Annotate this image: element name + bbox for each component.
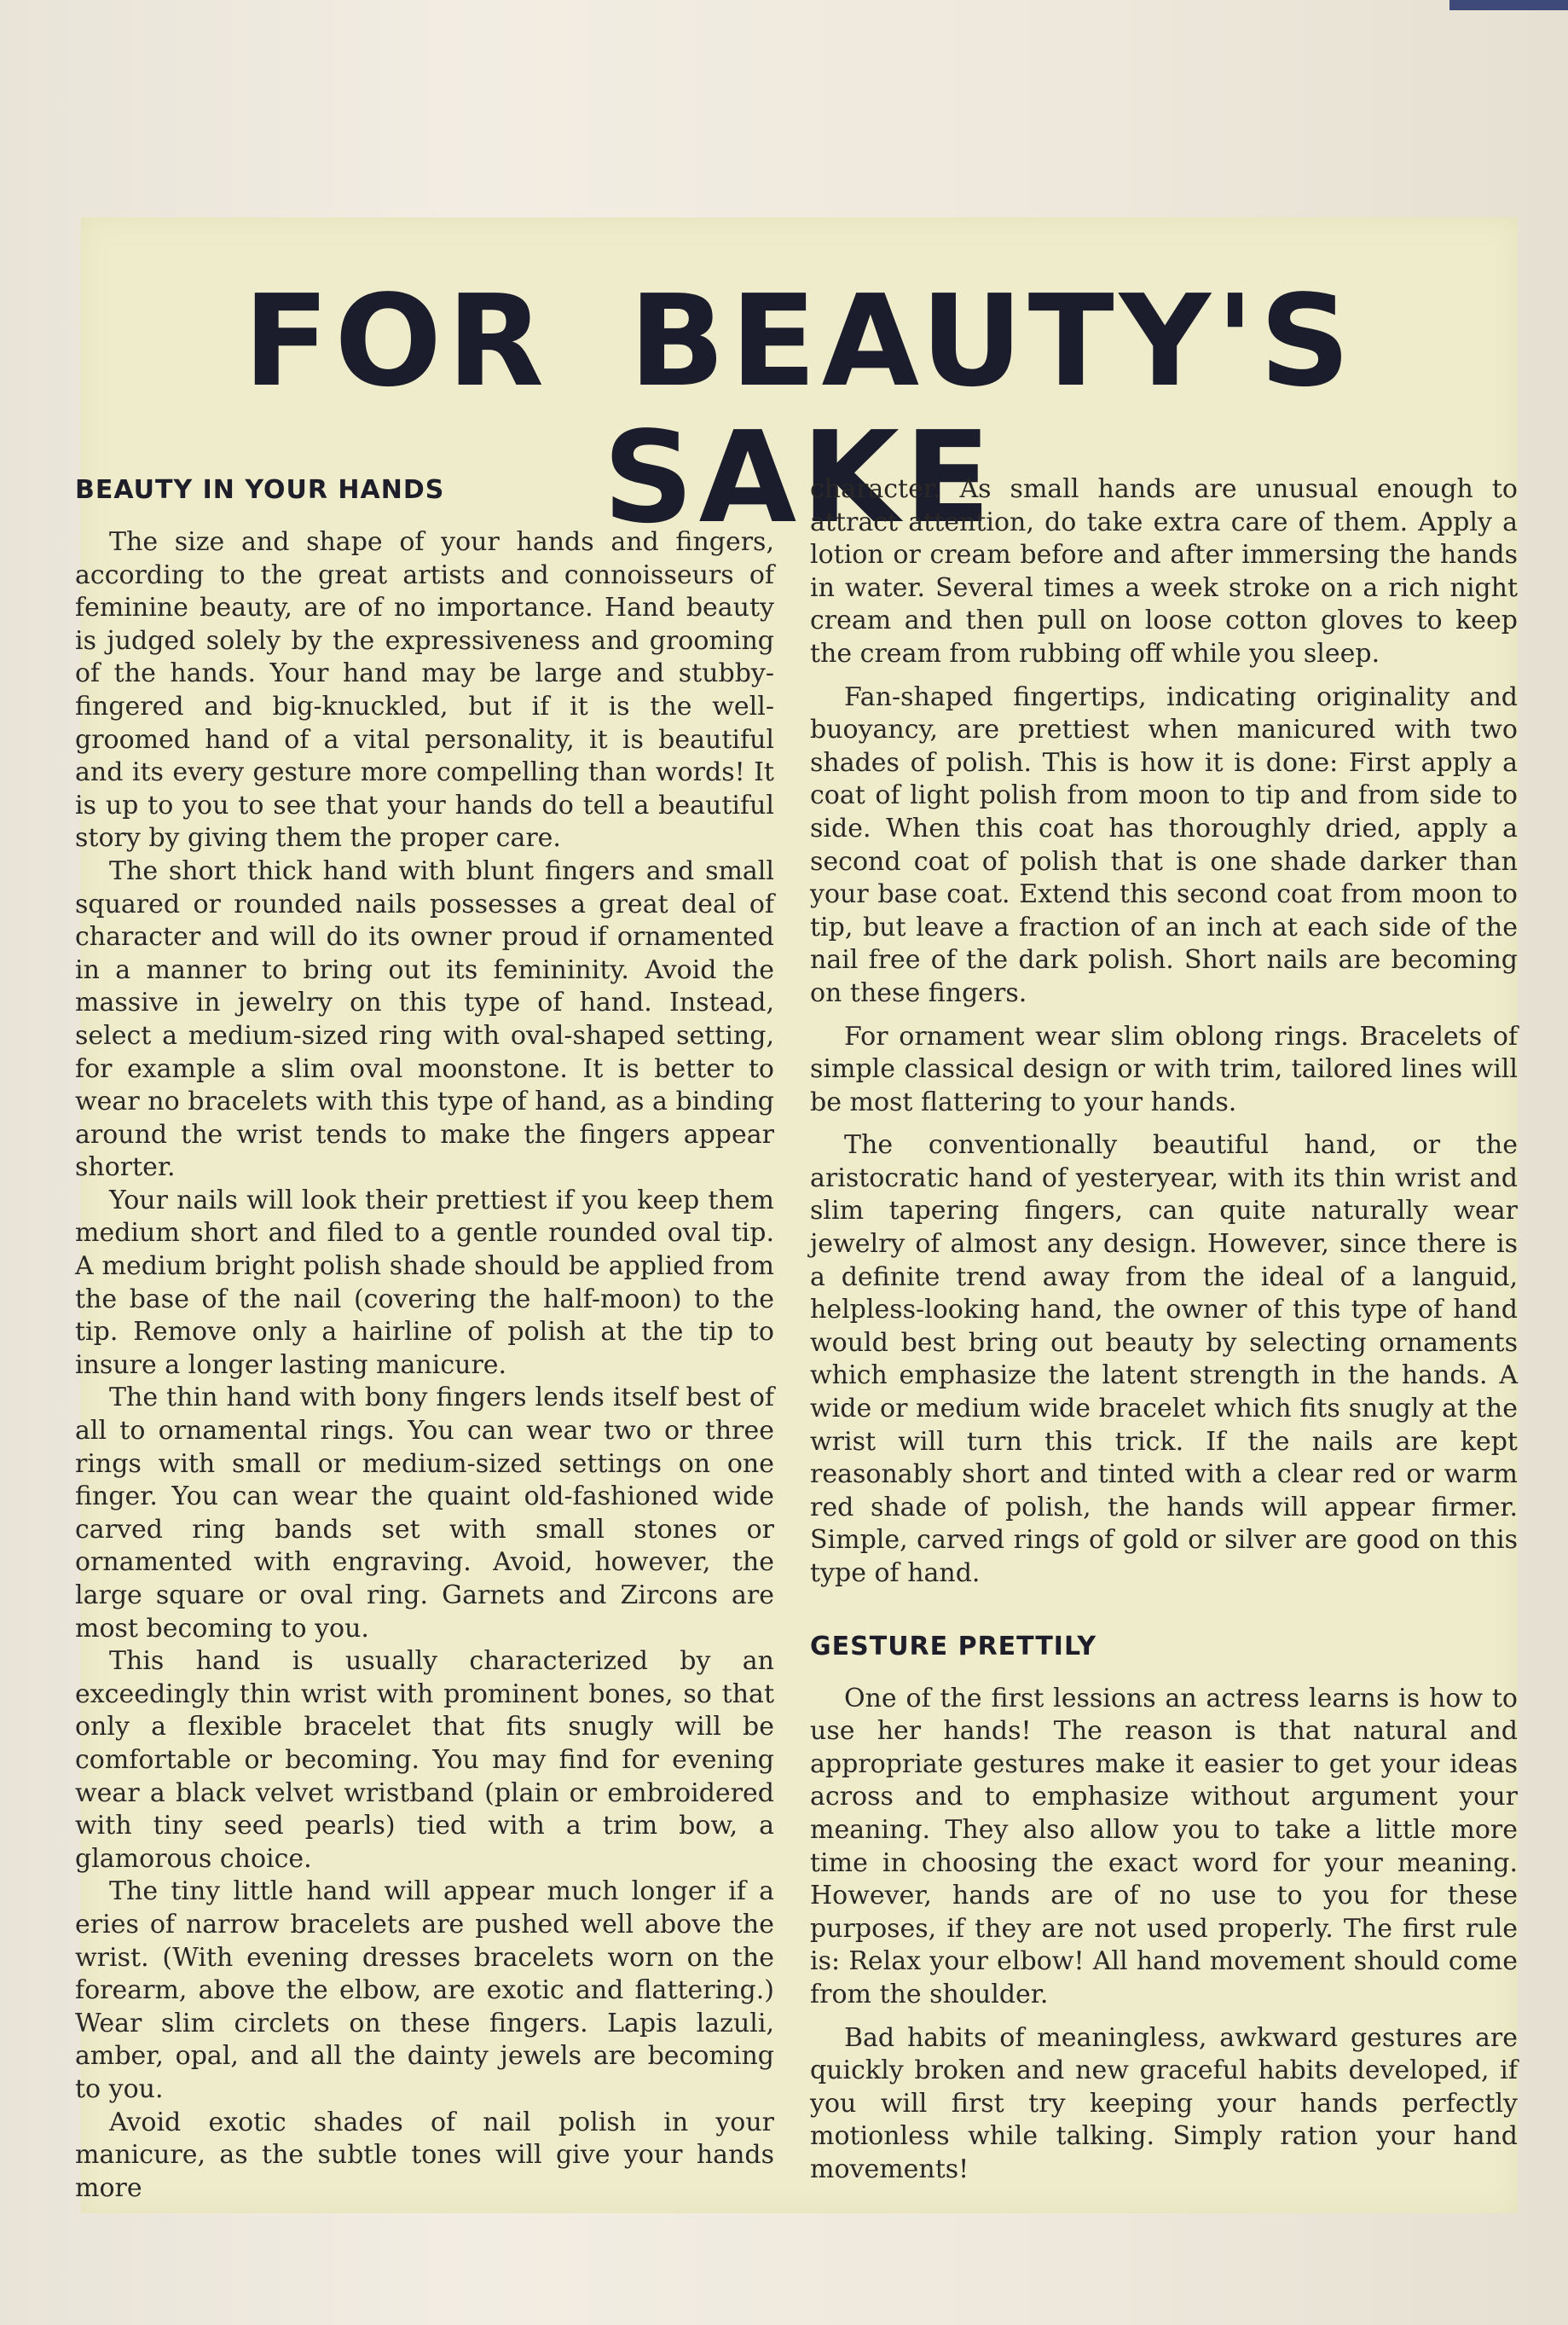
paragraph: The tiny little hand will appear much longer if a eries of narrow bracelets are pushed well above the wrist. (With evening dresses bracelets worn on the forearm, above the elbow, are exotic and flattering.) Wear slim circlets on these fingers. Lapis lazuli, amber, opal, and all the dainty jewels are becoming to you. [75, 1876, 774, 2104]
section-heading-gesture-prettily: GESTURE PRETTILY [810, 1631, 1097, 1661]
section-heading-beauty-in-your-hands: BEAUTY IN YOUR HANDS [75, 475, 445, 505]
paragraph: One of the first lessions an actress learns is how to use her hands! The reason is that natural and appropriate gestures make it easier to get your ideas across and to emphasize without argument your meaning. They also allow you to take a little more time in choosing the exact word for your meaning. However, hands are of no use to you for these purposes, if they are not used properly. The first rule is: Relax your elbow! All hand movement should come from the shoulder. [810, 1683, 1518, 2009]
right-column [810, 473, 1518, 2187]
paragraph: Your nails will look their prettiest if you keep them medium short and filed to a gentle rounded oval tip. A medium bright polish shade should be applied from the base of the nail (covering the half-moon) to the tip. Remove only a hairline of polish at the tip to insure a longer lasting manicure. [75, 1185, 774, 1380]
page-edge [1449, 0, 1568, 10]
left-column [75, 473, 774, 2205]
article-title: FOR BEAUTY'S SAKE [243, 268, 1356, 551]
paragraph: The thin hand with bony fingers lends itself best of all to ornamental rings. You can wear two or three rings with small or medium-sized settings on one finger. You can wear the quaint old-fashioned wide carved ring bands set with small stones or ornamented with engraving. Avoid, however, the large square or oval ring. Garnets and Zircons are most becoming to you. [75, 1383, 774, 1644]
paragraph: This hand is usually characterized by an exceedingly thin wrist with prominent bones, so that only a flexible bracelet that fits snugly will be comfortable or becoming. You may find for evening wear a black velvet wristband (plain or embroidered with tiny seed pearls) tied with a trim bow, a glamorous choice. [75, 1646, 774, 1874]
paragraph: For ornament wear slim oblong rings. Bracelets of simple classical design or with trim, tailored lines will be most flattering to your hands. [810, 1021, 1518, 1117]
paragraph: The conventionally beautiful hand, or the aristocratic hand of yesteryear, with its thin wrist and slim tapering fingers, can quite naturally wear jewelry of almost any design. However, since there is a definite trend away from the ideal of a languid, helpless-looking hand, the owner of this type of hand would best bring out beauty by selecting ornaments which emphasize the latent strength in the hands. A wide or medium wide bracelet which fits snugly at the wrist will turn this trick. If the nails are kept reasonably short and tinted with a clear red or warm red shade of polish, the hands will appear firmer. Simple, carved rings of gold or silver are good on this type of hand. [810, 1130, 1518, 1588]
paragraph-continued: character. As small hands are unusual enough to attract attention, do take extra care of them. Apply a lotion or cream before and after immersing the hands in water. Several times a week stroke on a rich night cream and then pull on loose cotton gloves to keep the cream from rubbing off while you sleep. [810, 474, 1518, 669]
paragraph: The size and shape of your hands and fingers, according to the great artists and connoisseurs of feminine beauty, are of no importance. Hand beauty is judged solely by the expressiveness and grooming of the hands. Your hand may be large and stubby-fingered and big-knuckled, but if it is the well-groomed hand of a vital personality, it is beautiful and its every gesture more compelling than words! It is up to you to see that your hands do tell a beautiful story by giving them the proper care. [75, 527, 774, 854]
paragraph: Bad habits of meaningless, awkward gestures are quickly broken and new graceful habits developed, if you will first try keeping your hands perfectly motionless while talking. Simply ration your hand movements! [810, 2022, 1518, 2184]
paragraph: The short thick hand with blunt fingers and small squared or rounded nails possesses a great deal of character and will do its owner proud if ornamented in a manner to bring out its femininity. Avoid the massive in jewelry on this type of hand. Instead, select a medium-sized ring with oval-shaped setting, for example a slim oval moonstone. It is better to wear no bracelets with this type of hand, as a binding around the wrist tends to make the fingers appear shorter. [75, 855, 774, 1183]
paragraph: Fan-shaped fingertips, indicating originality and buoyancy, are prettiest when manicured with two shades of polish. This is how it is done: First apply a coat of light polish from moon to tip and from side to side. When this coat has thoroughly dried, apply a second coat of polish that is one shade darker than your base coat. Extend this second coat from moon to tip, but leave a fraction of an inch at each side of the nail free of the dark polish. Short nails are becoming on these fingers. [810, 681, 1518, 1008]
paragraph: Avoid exotic shades of nail polish in your manicure, as the subtle tones will give your hands more [75, 2107, 774, 2203]
